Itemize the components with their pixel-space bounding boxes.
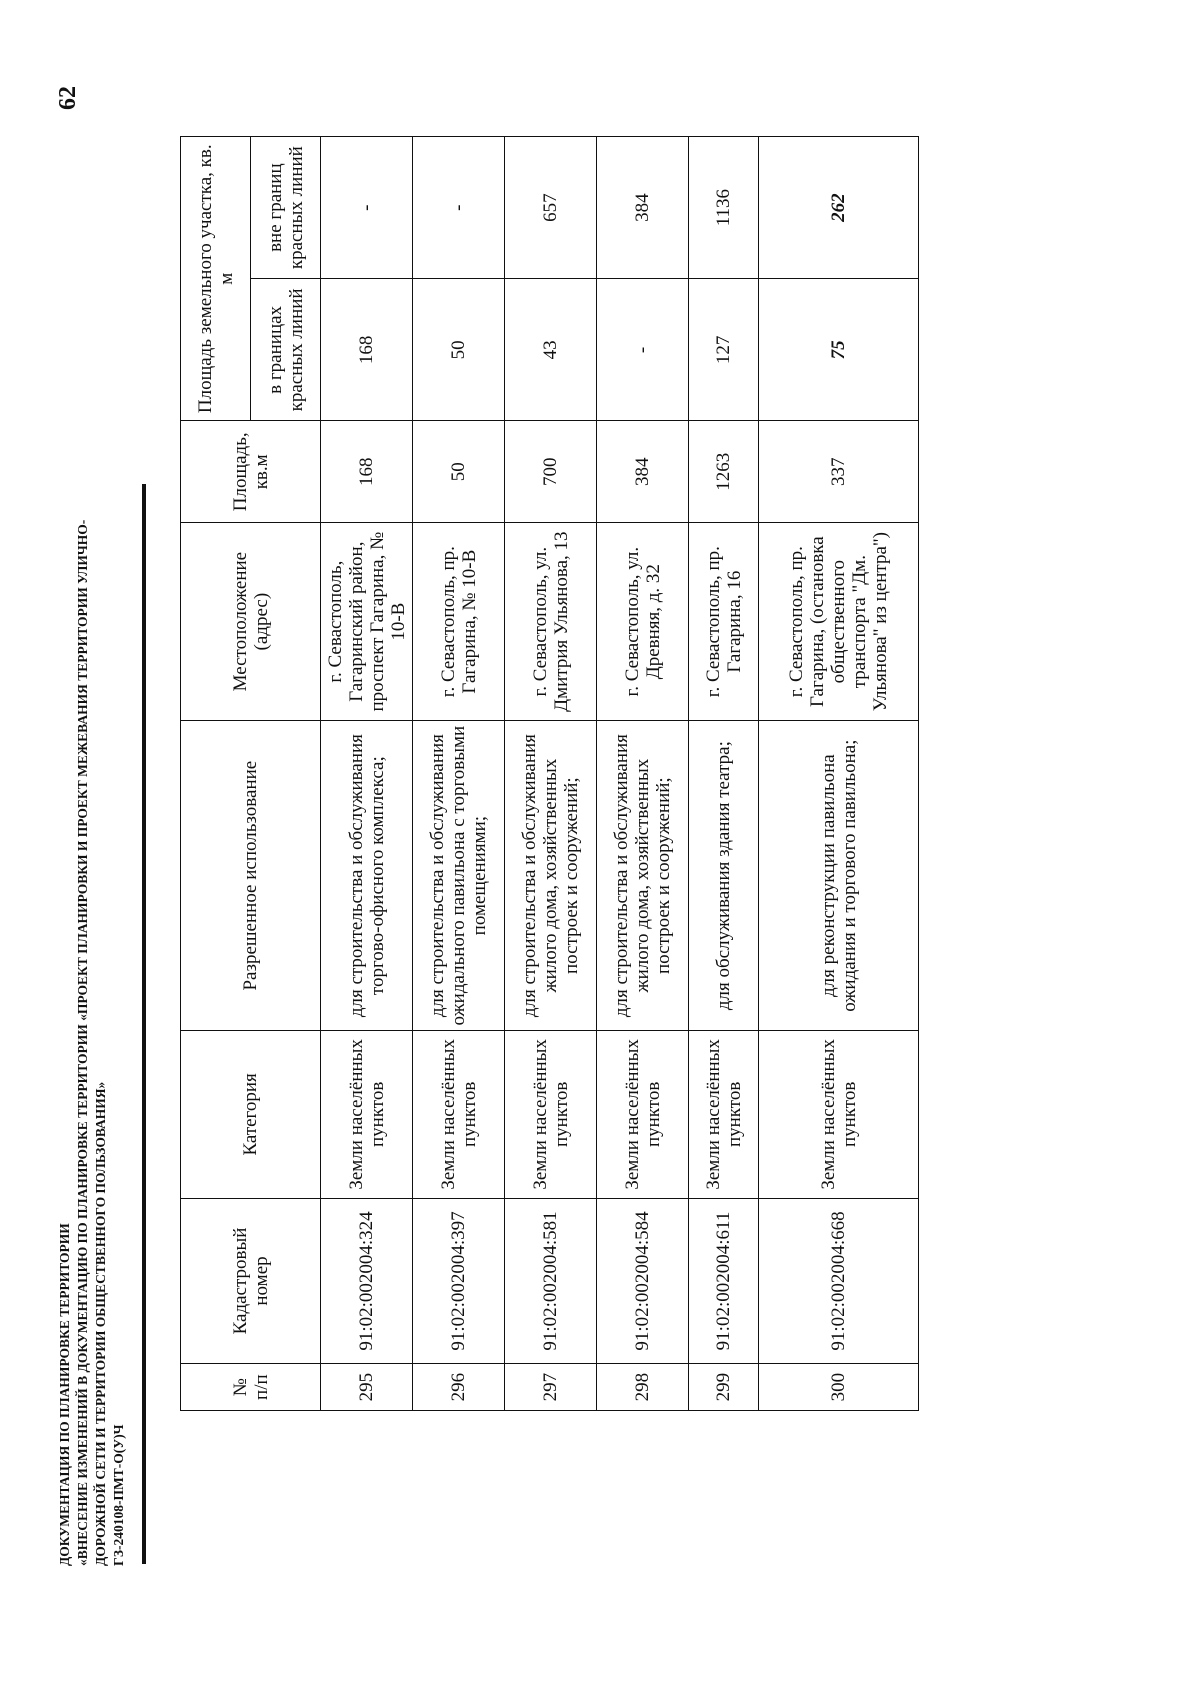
cell-permitted-use: для обслуживания здания театра; bbox=[689, 721, 759, 1031]
header-outside-red-lines: вне границ красных линий bbox=[251, 137, 321, 279]
cell-permitted-use: для реконструкции павильона ожидания и торгового павильона; bbox=[759, 721, 919, 1031]
cell-num: 298 bbox=[597, 1364, 689, 1411]
header-permitted-use: Разрешенное использование bbox=[181, 721, 321, 1031]
cell-category: Земли населённых пунктов bbox=[413, 1031, 505, 1199]
cell-category: Земли населённых пунктов bbox=[759, 1031, 919, 1199]
cell-inside: 43 bbox=[505, 279, 597, 421]
cell-location: г. Севастополь, пр. Гагарина, (остановка общественного транспорта "Дм. Ульянова" из центра") bbox=[759, 523, 919, 721]
cell-cadastral: 91:02:002004:324 bbox=[321, 1198, 413, 1364]
header-inside-red-lines: в границах красных линий bbox=[251, 279, 321, 421]
header-category: Категория bbox=[181, 1031, 321, 1199]
cell-cadastral: 91:02:002004:397 bbox=[413, 1198, 505, 1364]
cell-outside: 262 bbox=[759, 137, 919, 279]
table-row bbox=[689, 137, 759, 1411]
cell-location: г. Севастополь, ул. Дмитрия Ульянова, 13 bbox=[505, 523, 597, 721]
header-line-4: ГЗ-240108-ПМТ-О(У)Ч bbox=[111, 1424, 126, 1566]
cell-location: г. Севастополь, пр. Гагарина, 16 bbox=[689, 523, 759, 721]
cell-location: г. Севастополь, Гагаринский район, проспект Гагарина, № 10-В bbox=[321, 523, 413, 721]
cell-outside: 1136 bbox=[689, 137, 759, 279]
cell-num: 296 bbox=[413, 1364, 505, 1411]
cell-inside: 168 bbox=[321, 279, 413, 421]
cell-area: 50 bbox=[413, 421, 505, 523]
header-line-2: «ВНЕСЕНИЕ ИЗМЕНЕНИЙ В ДОКУМЕНТАЦИЮ ПО ПЛАНИРОВКЕ ТЕРРИТОРИИ «ПРОЕКТ ПЛАНИРОВКИ И ПРОЕКТ МЕЖЕВАНИЯ ТЕРРИТОРИИ УЛИЧНО- bbox=[75, 519, 90, 1566]
cell-category: Земли населённых пунктов bbox=[505, 1031, 597, 1199]
cell-category: Земли населённых пунктов bbox=[597, 1031, 689, 1199]
cell-num: 297 bbox=[505, 1364, 597, 1411]
cell-category: Земли населённых пунктов bbox=[689, 1031, 759, 1199]
cell-outside: - bbox=[321, 137, 413, 279]
cell-area: 168 bbox=[321, 421, 413, 523]
cell-inside: 50 bbox=[413, 279, 505, 421]
header-location: Местоположение (адрес) bbox=[181, 523, 321, 721]
cell-outside: - bbox=[413, 137, 505, 279]
header-divider bbox=[142, 484, 146, 1564]
header-line-1: ДОКУМЕНТАЦИЯ ПО ПЛАНИРОВКЕ ТЕРРИТОРИИ bbox=[57, 1223, 72, 1566]
cell-outside: 657 bbox=[505, 137, 597, 279]
cell-num: 295 bbox=[321, 1364, 413, 1411]
document-header bbox=[56, 416, 128, 1566]
cell-location: г. Севастополь, пр. Гагарина, № 10-В bbox=[413, 523, 505, 721]
table-row bbox=[413, 137, 505, 1411]
header-area-group: Площадь земельного участка, кв. м bbox=[181, 137, 251, 422]
header-cadastral: Кадастровый номер bbox=[181, 1198, 321, 1364]
cell-permitted-use: для строительства и обслуживания жилого дома, хозяйственных построек и сооружений; bbox=[505, 721, 597, 1031]
cell-inside: 75 bbox=[759, 279, 919, 421]
cell-num: 299 bbox=[689, 1364, 759, 1411]
table-row bbox=[759, 137, 919, 1411]
table-row bbox=[505, 137, 597, 1411]
cell-area: 700 bbox=[505, 421, 597, 523]
cell-category: Земли населённых пунктов bbox=[321, 1031, 413, 1199]
cell-permitted-use: для строительства и обслуживания ожидального павильона с торговыми помещениями; bbox=[413, 721, 505, 1031]
header-area: Площадь, кв.м bbox=[181, 421, 321, 523]
table-row bbox=[321, 137, 413, 1411]
cell-area: 337 bbox=[759, 421, 919, 523]
cell-permitted-use: для строительства и обслуживания торгово-офисного комплекса; bbox=[321, 721, 413, 1031]
cell-cadastral: 91:02:002004:611 bbox=[689, 1198, 759, 1364]
header-num: № п/п bbox=[181, 1364, 321, 1411]
cell-num: 300 bbox=[759, 1364, 919, 1411]
cell-outside: 384 bbox=[597, 137, 689, 279]
cell-location: г. Севастополь, ул. Древняя, д. 32 bbox=[597, 523, 689, 721]
cell-cadastral: 91:02:002004:668 bbox=[759, 1198, 919, 1364]
page-number: 62 bbox=[55, 86, 81, 110]
cell-permitted-use: для строительства и обслуживания жилого дома, хозяйственных построек и сооружений; bbox=[597, 721, 689, 1031]
cell-inside: - bbox=[597, 279, 689, 421]
cell-area: 1263 bbox=[689, 421, 759, 523]
land-plots-table bbox=[180, 136, 919, 1411]
table-row bbox=[597, 137, 689, 1411]
header-line-3: ДОРОЖНОЙ СЕТИ И ТЕРРИТОРИИ ОБЩЕСТВЕННОГО ПОЛЬЗОВАНИЯ» bbox=[93, 1081, 108, 1566]
cell-inside: 127 bbox=[689, 279, 759, 421]
cell-area: 384 bbox=[597, 421, 689, 523]
cell-cadastral: 91:02:002004:581 bbox=[505, 1198, 597, 1364]
cell-cadastral: 91:02:002004:584 bbox=[597, 1198, 689, 1364]
